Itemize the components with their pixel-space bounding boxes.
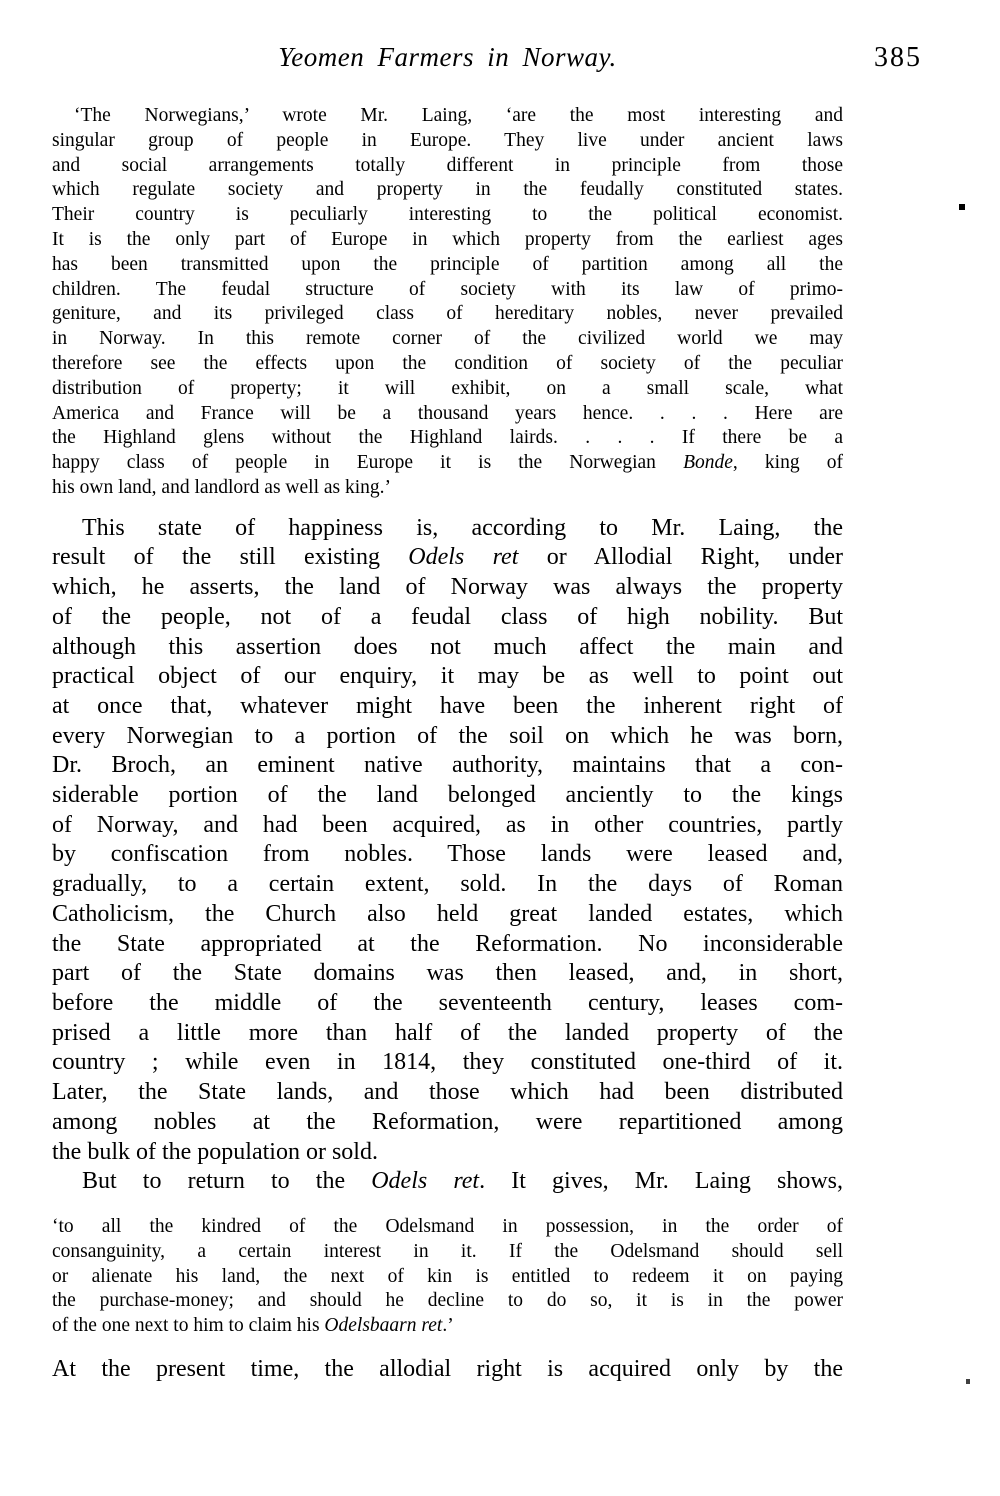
paragraph-odels-ret-history <box>52 514 843 1167</box>
text-line: and social arrangements totally different in principle from those <box>52 154 843 176</box>
text-line: of the one next to him to claim his Odelsbaarn ret.’ <box>52 1315 454 1337</box>
text-line: distribution of property; it will exhibit, on a small scale, what <box>52 377 843 399</box>
text-line: happy class of people in Europe it is the Norwegian Bonde, king of <box>52 452 843 474</box>
text-line: part of the State domains was then leased, and, in short, <box>52 960 843 987</box>
text-line: children. The feudal structure of society with its law of primo- <box>52 278 843 300</box>
text-line: the Highland glens without the Highland lairds. . . . If there be a <box>52 427 843 449</box>
text-line: geniture, and its privileged class of hereditary nobles, never prevailed <box>52 303 843 325</box>
print-artifact-dot <box>966 1379 970 1384</box>
text-line: siderable portion of the land belonged anciently to the kings <box>52 782 843 809</box>
text-line: has been transmitted upon the principle of partition among all the <box>52 253 843 275</box>
text-line: ‘The Norwegians,’ wrote Mr. Laing, ‘are the most interesting and <box>74 105 843 126</box>
text-line: gradually, to a certain extent, sold. In the days of Roman <box>52 871 843 898</box>
text-line: although this assertion does not much affect the main and <box>52 633 843 660</box>
text-line: ‘to all the kindred of the Odelsmand in possession, in the order of <box>52 1215 843 1237</box>
text-line: consanguinity, a certain interest in it. If the Odelsmand should sell <box>52 1240 843 1262</box>
text-line: in Norway. In this remote corner of the civilized world we may <box>52 328 843 350</box>
text-line: among nobles at the Reformation, were repartitioned among <box>52 1108 843 1135</box>
text-line: At the present time, the allodial right is acquired only by the <box>52 1355 843 1382</box>
page-number: 385 <box>874 42 922 73</box>
text-line: singular group of people in Europe. They live under ancient laws <box>52 129 843 151</box>
text-line: which, he asserts, the land of Norway was always the property <box>52 574 843 601</box>
text-line: the State appropriated at the Reformation. No inconsiderable <box>52 930 843 957</box>
text-line: practical object of our enquiry, it may be as well to point out <box>52 663 843 690</box>
text-line: every Norwegian to a portion of the soil on which he was born, <box>52 722 843 749</box>
text-line: the purchase-money; and should he decline to do so, it is in the power <box>52 1290 843 1312</box>
text-line: country ; while even in 1814, they constituted one-third of it. <box>52 1049 843 1076</box>
text-line: therefore see the effects upon the condition of society of the peculiar <box>52 352 843 374</box>
quote-block-laing-norwegians <box>52 104 843 501</box>
text-line: by confiscation from nobles. Those lands were leased and, <box>52 841 843 868</box>
text-line: America and France will be a thousand years hence. . . . Here are <box>52 402 843 424</box>
paragraph-but-to-return <box>52 1167 843 1197</box>
text-line: before the middle of the seventeenth century, leases com- <box>52 990 843 1016</box>
page-header <box>52 42 922 76</box>
text-line: Later, the State lands, and those which had been distributed <box>52 1079 843 1106</box>
text-line: Dr. Broch, an eminent native authority, maintains that a con- <box>52 752 843 779</box>
paragraph-at-present-time <box>52 1355 843 1385</box>
text-line: or alienate his land, the next of kin is entitled to redeem it on paying <box>52 1265 843 1287</box>
text-line: result of the still existing Odels ret or Allodial Right, under <box>52 544 843 571</box>
text-line: his own land, and landlord as well as king.’ <box>52 476 392 498</box>
print-artifact-dot <box>959 204 965 210</box>
text-line: Catholicism, the Church also held great landed estates, which <box>52 900 843 927</box>
text-line: But to return to the Odels ret. It gives, Mr. Laing shows, <box>82 1168 844 1195</box>
text-line: This state of happiness is, according to Mr. Laing, the <box>82 514 843 541</box>
text-line: the bulk of the population or sold. <box>52 1138 378 1165</box>
text-line: of the people, not of a feudal class of high nobility. But <box>52 603 843 630</box>
text-line: Their country is peculiarly interesting to the political economist. <box>52 204 843 226</box>
text-line: which regulate society and property in the feudally constituted states. <box>52 179 843 201</box>
running-title: Yeomen Farmers in Norway. <box>278 42 617 72</box>
text-line: of Norway, and had been acquired, as in other countries, partly <box>52 811 843 838</box>
text-line: at once that, whatever might have been the inherent right of <box>52 692 843 719</box>
quote-block-odelsmand <box>52 1215 843 1339</box>
text-line: prised a little more than half of the landed property of the <box>52 1019 843 1046</box>
text-line: It is the only part of Europe in which property from the earliest ages <box>52 228 843 250</box>
